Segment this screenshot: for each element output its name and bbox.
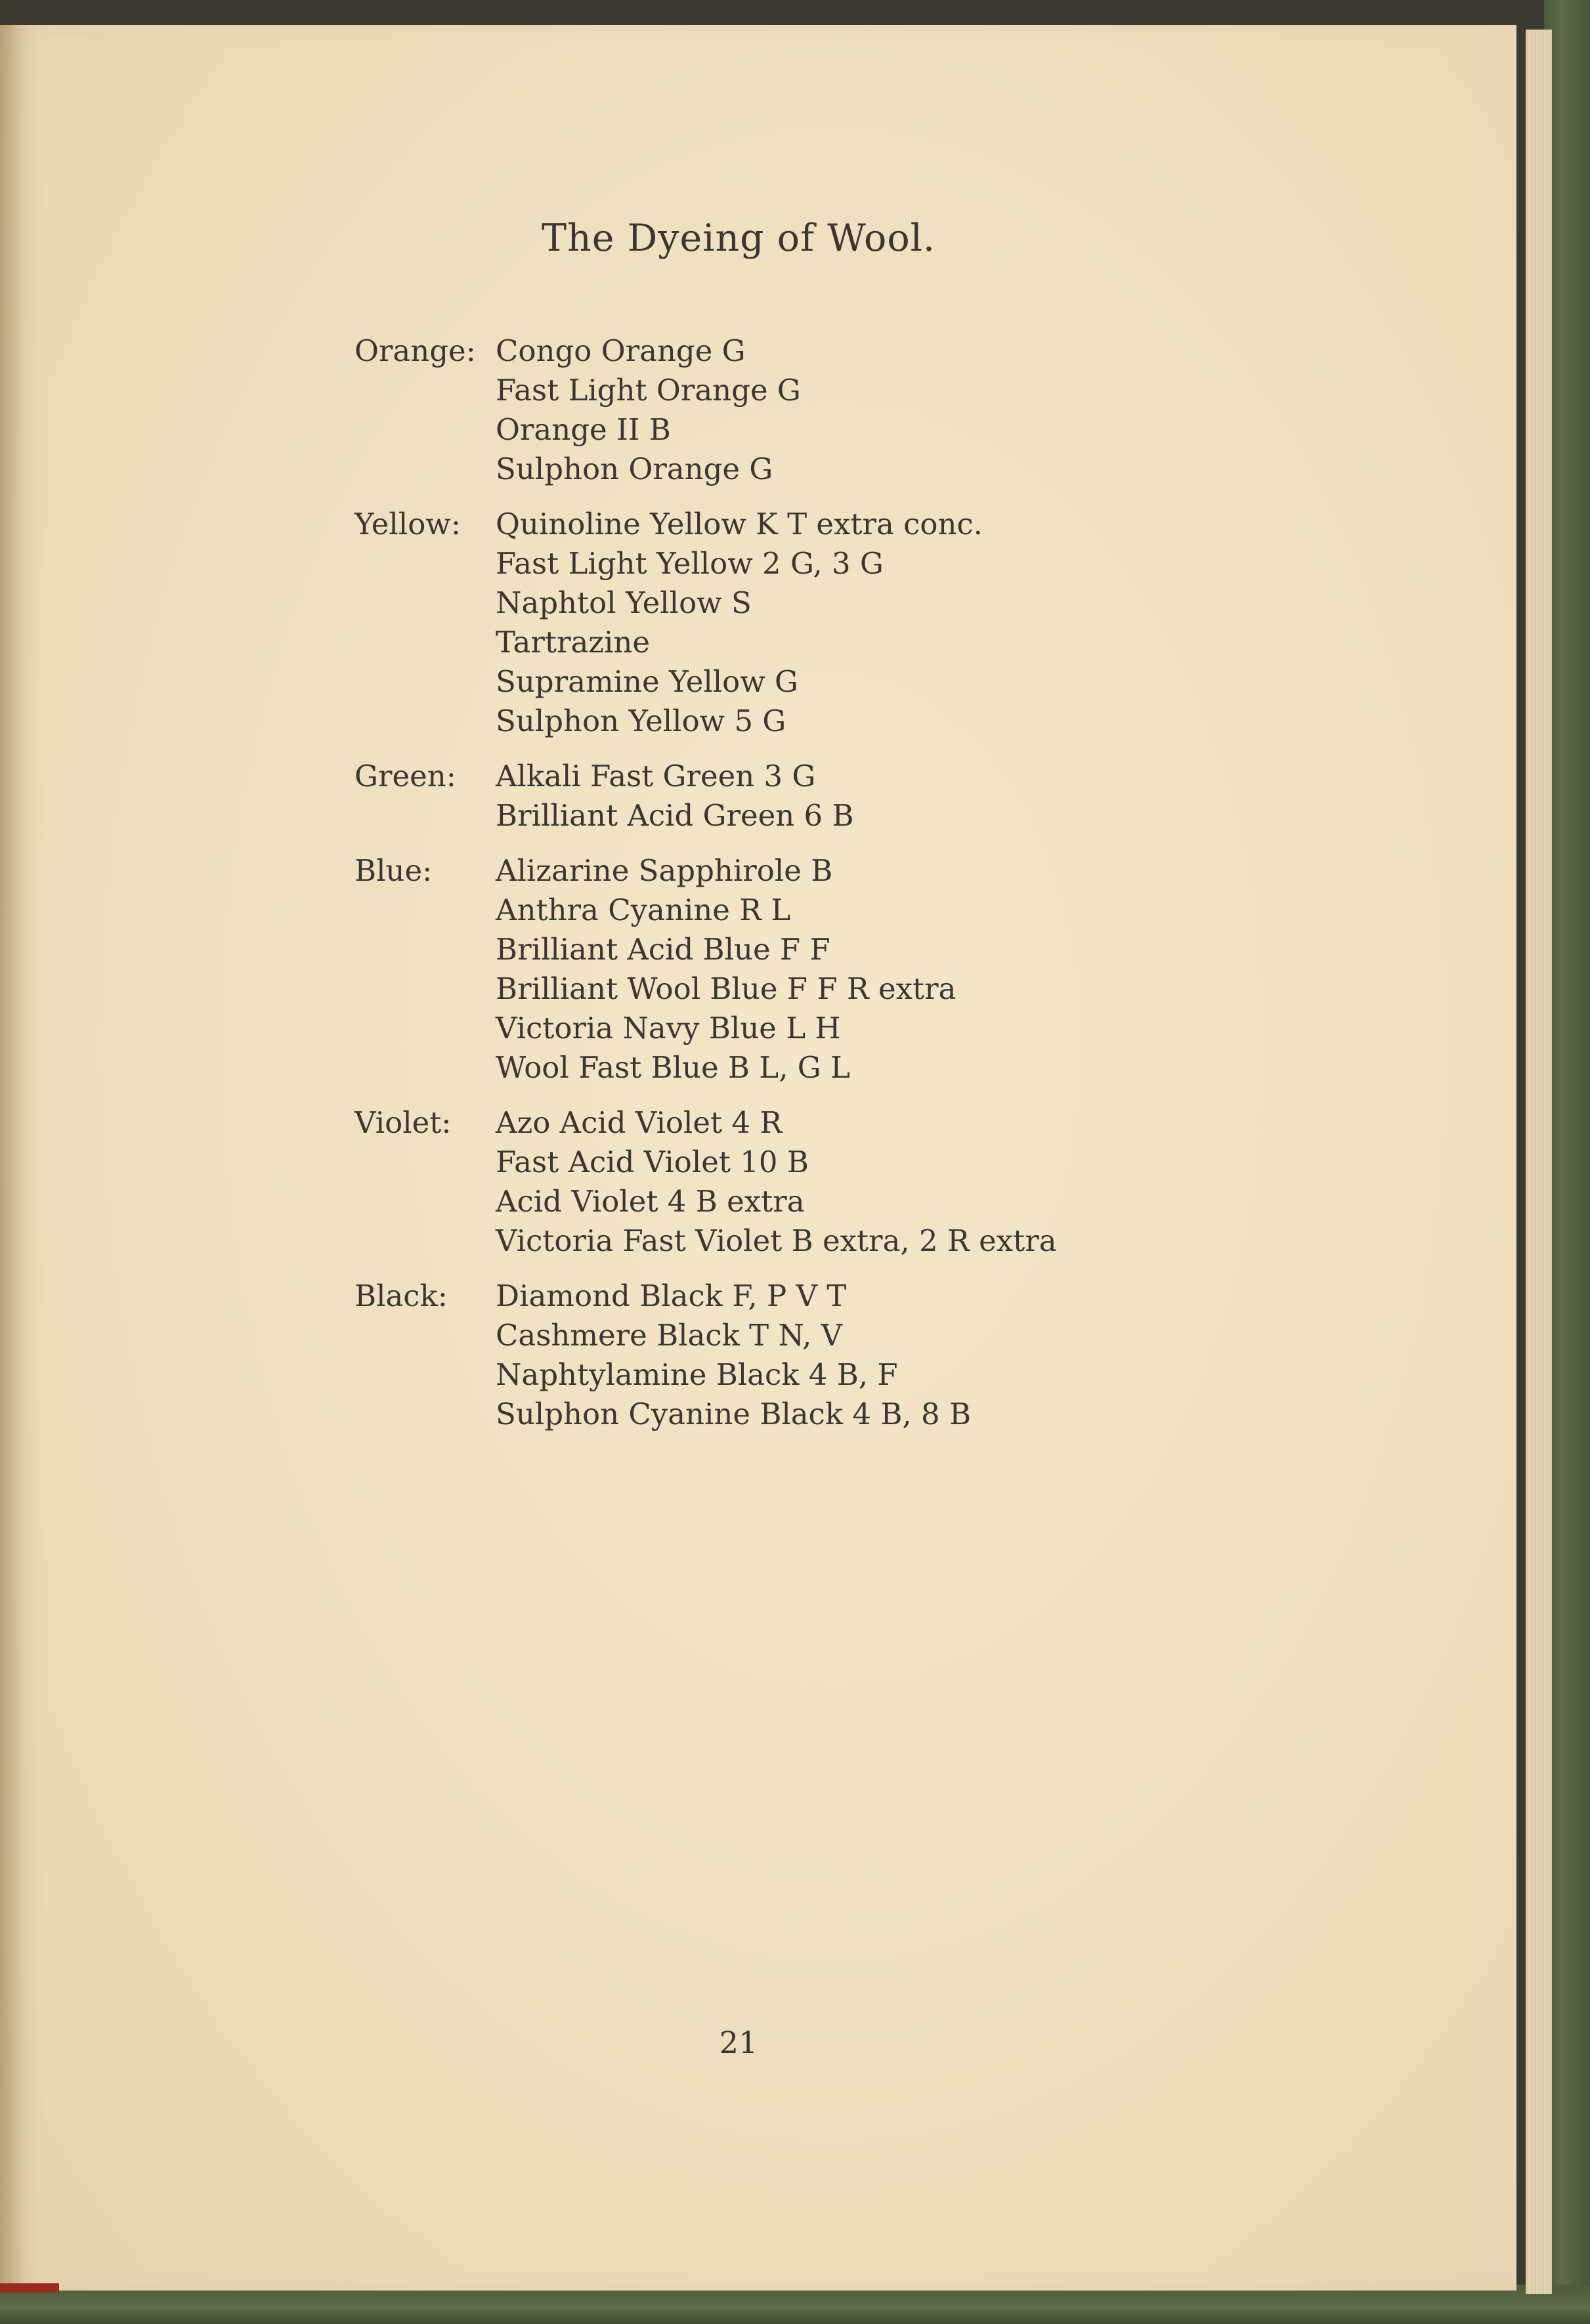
page-edges — [1526, 30, 1552, 2294]
dye-item: Sulphon Cyanine Black 4 B, 8 B — [496, 1397, 972, 1431]
dye-list — [355, 331, 1057, 1450]
dye-item-list — [496, 1277, 971, 1434]
dye-item: Sulphon Yellow 5 G — [496, 704, 786, 738]
dye-item: Cashmere Black T N, V — [496, 1318, 843, 1353]
dye-item: Naphtol Yellow S — [496, 585, 752, 620]
dye-item: Diamond Black F, P V T — [496, 1278, 847, 1313]
dye-item: Tartrazine — [496, 625, 650, 660]
dye-item: Victoria Fast Violet B extra, 2 R extra — [496, 1223, 1057, 1258]
dye-group-label: Orange: — [355, 333, 476, 368]
dye-group-label: Violet: — [355, 1105, 452, 1140]
dye-item: Anthra Cyanine R L — [496, 893, 791, 927]
dye-item: Brilliant Wool Blue F F R extra — [496, 971, 956, 1006]
dye-item: Alizarine Sapphirole B — [496, 853, 833, 888]
page-title: The Dyeing of Wool. — [542, 217, 935, 260]
dye-group-yellow — [355, 505, 1057, 741]
dye-group-label: Green: — [355, 759, 456, 793]
dye-item: Brilliant Acid Green 6 B — [496, 798, 854, 833]
dye-item: Fast Acid Violet 10 B — [496, 1145, 809, 1179]
dye-group-green — [355, 757, 1057, 835]
dye-item: Alkali Fast Green 3 G — [496, 759, 816, 793]
dye-group-label: Blue: — [355, 853, 433, 888]
dye-item-list — [496, 757, 854, 835]
dye-item: Quinoline Yellow K T extra conc. — [496, 507, 983, 541]
dye-group-label: Yellow: — [355, 507, 461, 541]
dye-item-list — [496, 331, 801, 489]
dye-group-label: Black: — [355, 1278, 448, 1313]
dye-group-black — [355, 1277, 1057, 1434]
dye-item: Victoria Navy Blue L H — [496, 1011, 841, 1046]
dye-item: Sulphon Orange G — [496, 452, 773, 486]
red-page-edge — [0, 2283, 59, 2292]
dye-item: Fast Light Orange G — [496, 373, 801, 408]
book-cover-bottom — [0, 2285, 1590, 2324]
dye-item: Fast Light Yellow 2 G, 3 G — [496, 546, 884, 581]
dye-item-list — [496, 1103, 1057, 1261]
page-gutter — [0, 25, 39, 2291]
dye-item: Azo Acid Violet 4 R — [496, 1105, 783, 1140]
dye-item-list — [496, 505, 983, 741]
dye-group-blue — [355, 851, 1057, 1088]
dye-item: Supramine Yellow G — [496, 664, 799, 699]
dye-item: Congo Orange G — [496, 333, 746, 368]
dye-item: Naphtylamine Black 4 B, F — [496, 1357, 898, 1392]
dye-item: Acid Violet 4 B extra — [496, 1184, 805, 1219]
dye-group-orange — [355, 331, 1057, 489]
dye-item: Brilliant Acid Blue F F — [496, 932, 830, 967]
dye-item-list — [496, 851, 956, 1088]
dye-item: Orange II B — [496, 412, 671, 447]
dye-group-violet — [355, 1103, 1057, 1261]
page-number: 21 — [719, 2025, 758, 2060]
dye-item: Wool Fast Blue B L, G L — [496, 1050, 850, 1085]
